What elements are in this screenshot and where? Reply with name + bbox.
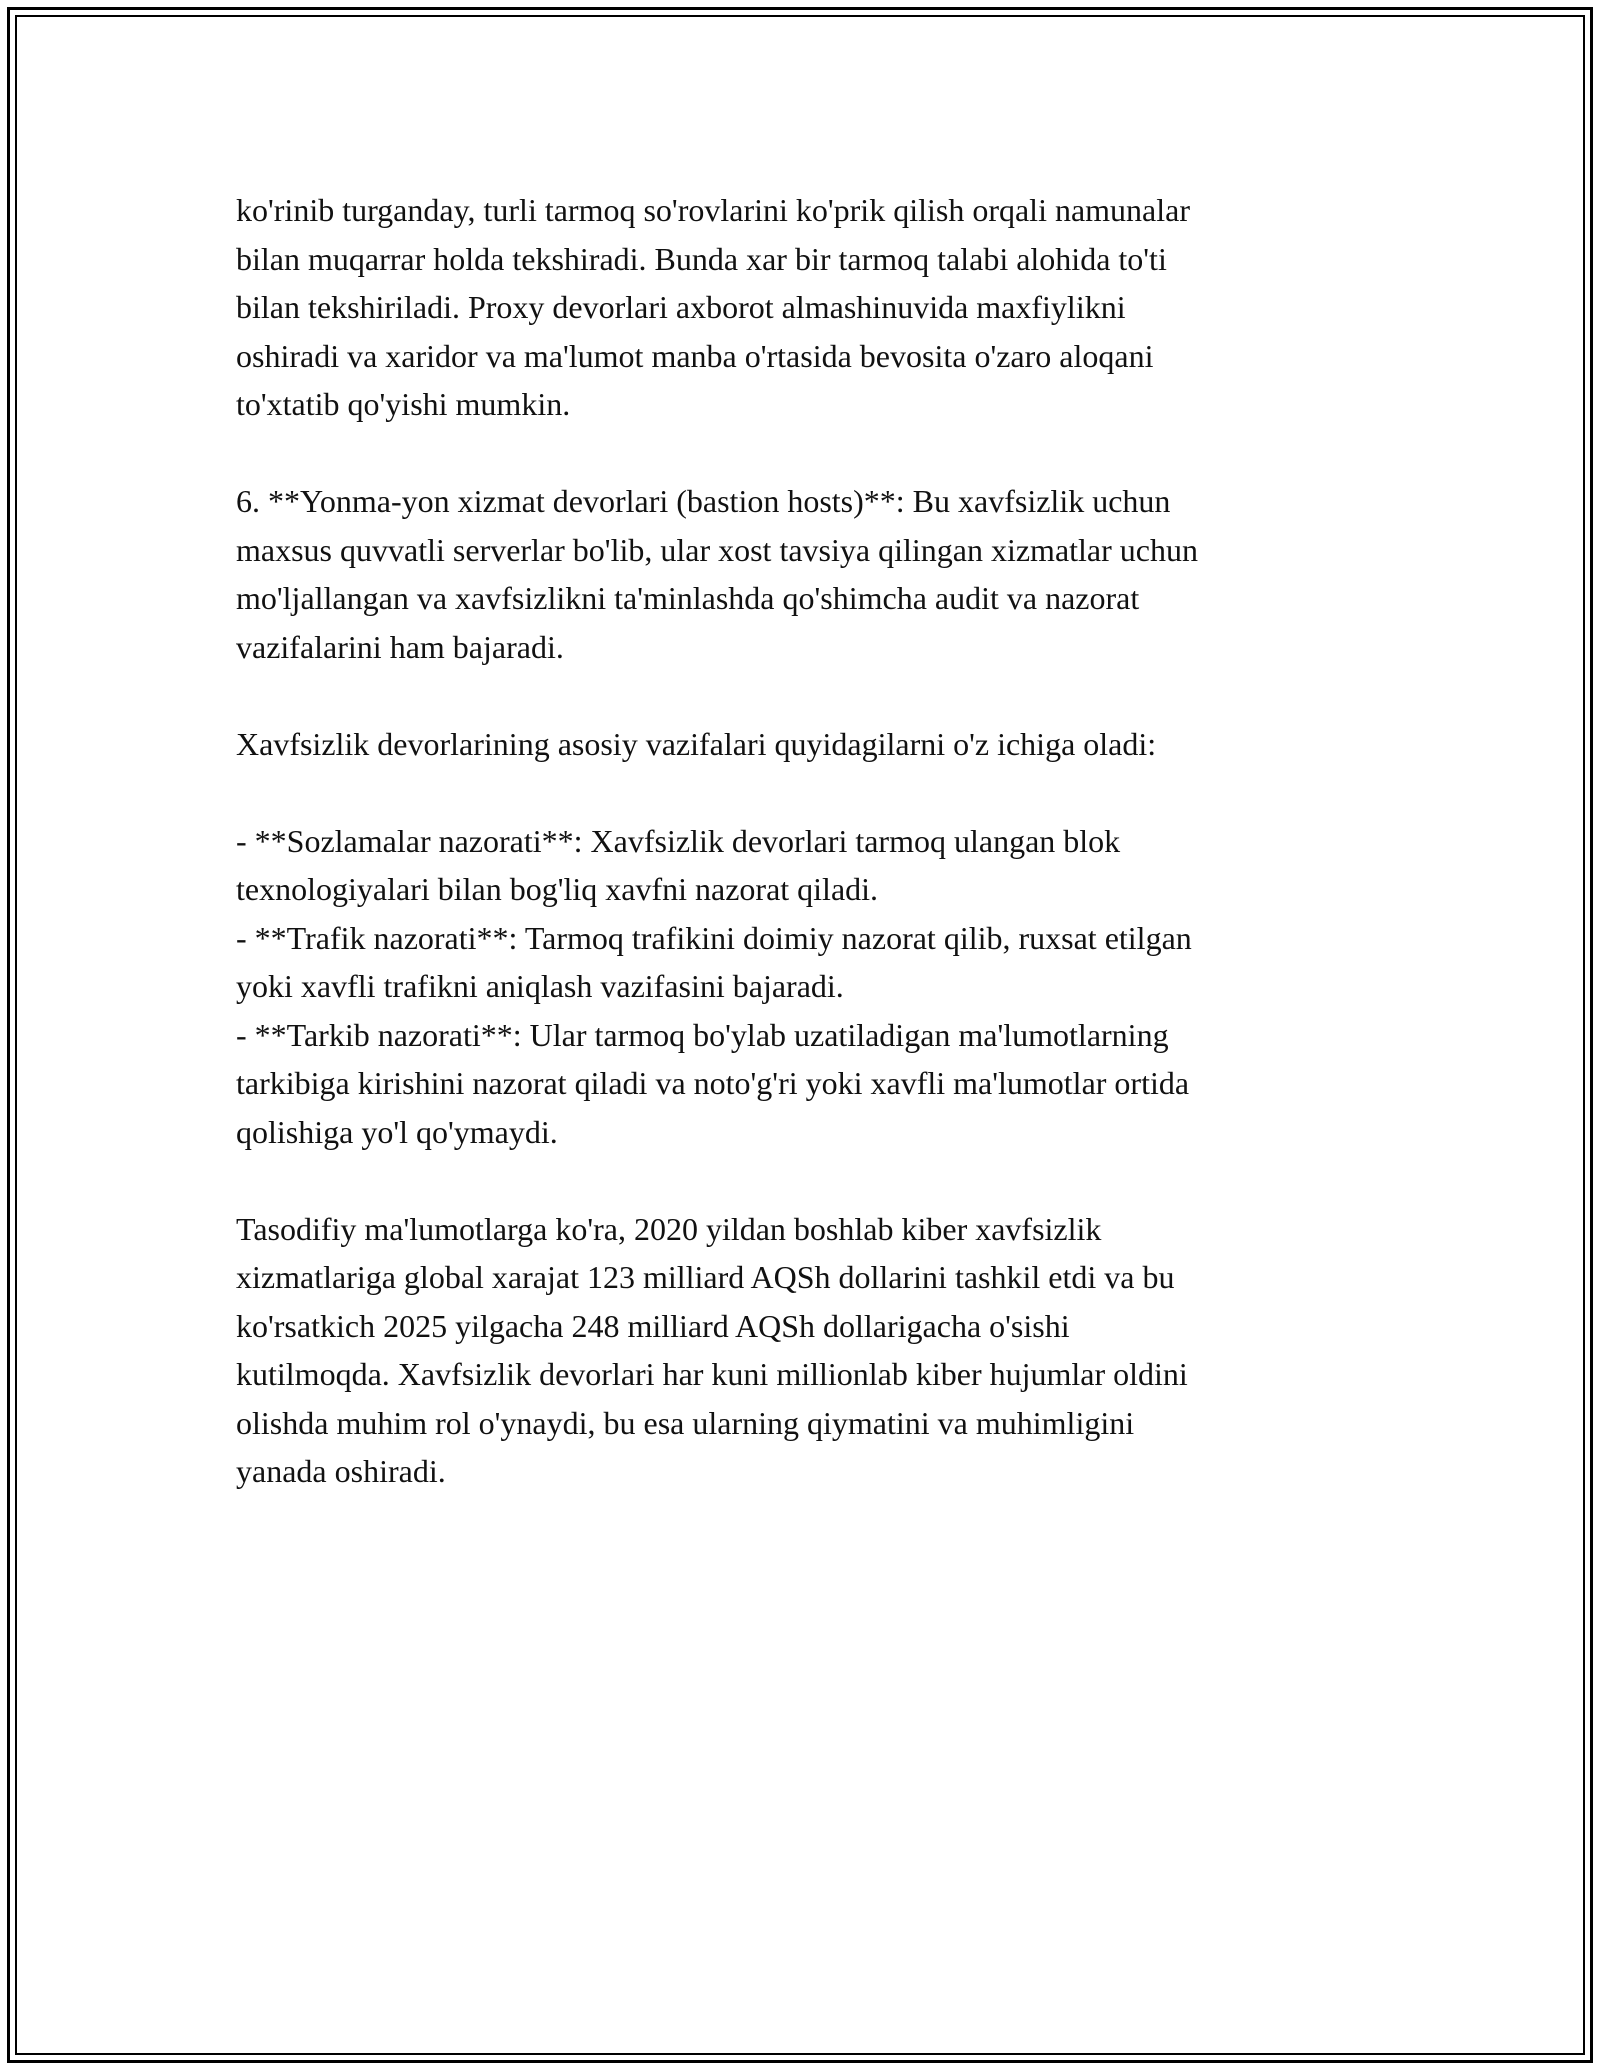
paragraph-statistics: Tasodifiy ma'lumotlarga ko'ra, 2020 yildan boshlab kiber xavfsizlik xizmatlariga global xarajat 123 milliard AQSh dollarini tashkil etdi va bu ko'rsatkich 2025 yilgacha 248 milliard AQSh dollarigacha o'sishi kutilmoqda. Xavfsizlik devorlari har kuni millionlab kiber hujumlar oldini olishda muhim rol o'ynaydi, bu esa ularning qiymatini va muhimligini yanada oshiradi. [236,1210,1188,1489]
paragraph-bastion-hosts: 6. **Yonma-yon xizmat devorlari (bastion hosts)**: Bu xavfsizlik uchun maxsus quvvatli serverlar bo'lib, ular xost tavsiya qilingan xizmatlar uchun mo'ljallangan va xavfsizlikni ta'minlashda qo'shimcha audit va nazorat vazifalarini ham bajaradi. [236,483,1198,665]
paragraph-functions-intro: Xavfsizlik devorlarining asosiy vazifalari quyidagilarni o'z ichiga oladi: [236,725,1157,762]
document-body [236,186,1356,1496]
list-item: - **Tarkib nazorati**: Ular tarmoq bo'ylab uzatiladigan ma'lumotlarning tarkibiga kirishini nazorat qiladi va noto'g'ri yoki xavfli ma'lumotlar ortida qolishiga yo'l qo'ymaydi. [236,1016,1190,1150]
list-item: - **Sozlamalar nazorati**: Xavfsizlik devorlari tarmoq ulangan blok texnologiyalari bilan bog'liq xavfni nazorat qiladi. [236,822,1121,907]
paragraph-intro: ko'rinib turganday, turli tarmoq so'rovlarini ko'prik qilish orqali namunalar bilan muqarrar holda tekshiradi. Bunda xar bir tarmoq talabi alohida to'ti bilan tekshiriladi. Proxy devorlari axborot almashinuvida maxfiylikni oshiradi va xaridor va ma'lumot manba o'rtasida bevosita o'zaro aloqani to'xtatib qo'yishi mumkin. [236,192,1190,422]
list-item: - **Trafik nazorati**: Tarmoq trafikini doimiy nazorat qilib, ruxsat etilgan yoki xavfli trafikni aniqlash vazifasini bajaradi. [236,919,1192,1004]
functions-list [236,817,1356,1157]
